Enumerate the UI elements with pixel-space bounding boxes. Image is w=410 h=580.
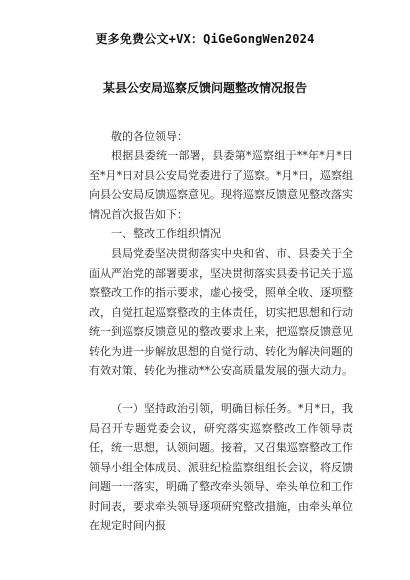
- watermark-header: 更多免费公文+VX：QiGeGongWen2024: [95, 32, 315, 46]
- paragraph-subsection: （一）坚持政治引领，明确目标任务。*月*日，我局召开专题党委会议，研究落实巡察整改工作领导责任，统一思想，认领问题。接着，又召集巡察整改工作领导小组全体成员、派驻纪检监察组组长会议，将反馈问题一一落实，明确了整改牵头领导、牵头单位和工作时间表，要求牵头领导逐项研究整改措施，由牵头单位在规定时间内报: [89, 402, 353, 532]
- section-heading: 一、整改工作组织情况: [111, 227, 221, 240]
- salutation: 敬的各位领导：: [111, 130, 188, 143]
- paragraph-body: 县局党委坚决贯彻落实中央和省、市、县委关于全面从严治党的部署要求，坚决贯彻落实县委书记关于巡察整改工作的指示要求，虚心接受，照单全收、逐项整改，自觉扛起巡察整改的主体责任，切实把思想和行动统一到巡察反馈意见的整改要求上来，把巡察反馈意见转化为进一步解放思想的自觉行动、转化为解决问题的有效对策、转化为推动**公安高质量发展的强大动力。: [89, 247, 353, 377]
- document-title: 某县公安局巡察反馈问题整改情况报告: [102, 81, 307, 95]
- paragraph-intro: 根据县委统一部署，县委第*巡察组于**年*月*日至*月*日对县公安局党委进行了巡察。*月*日，巡察组向县公安局反馈巡察意见。现将巡察反馈意见整改落实情况首次报告如下：: [89, 149, 353, 221]
